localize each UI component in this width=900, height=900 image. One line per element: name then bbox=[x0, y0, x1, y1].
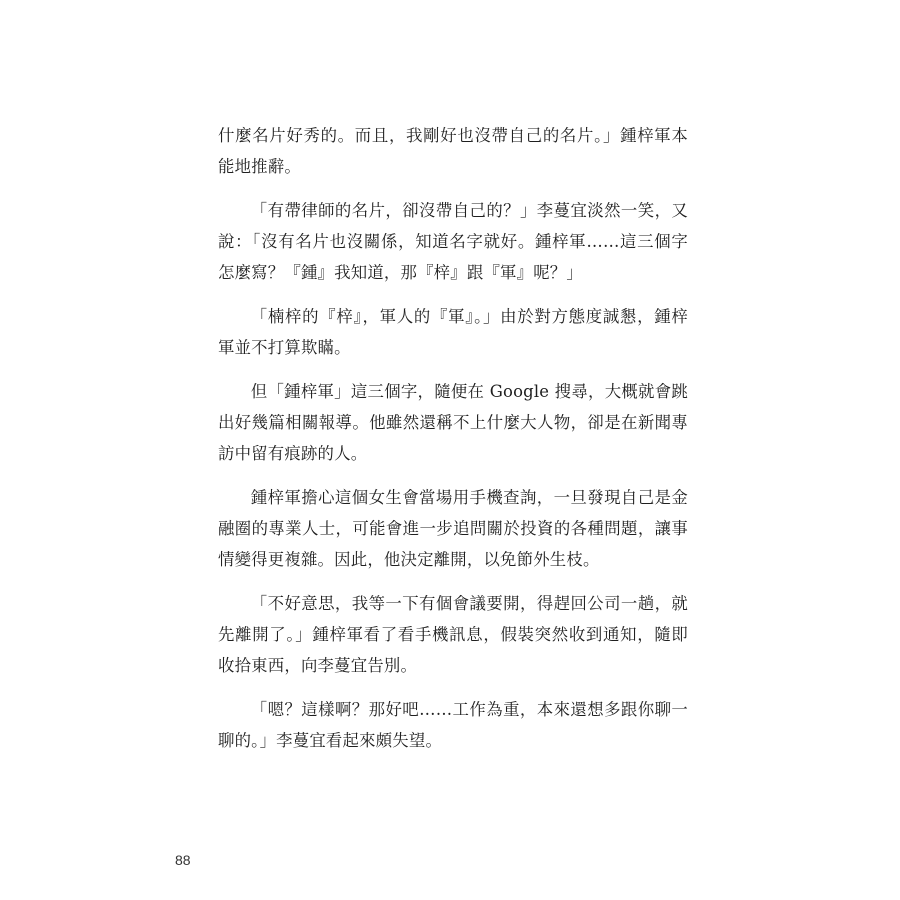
paragraph-2: 「有帶律師的名片，卻沒帶自己的？」李蔓宜淡然一笑，又說：「沒有名片也沒關係，知道名字就好。鍾梓軍……這三個字怎麼寫？『鍾』我知道，那『梓』跟『軍』呢？」 bbox=[218, 201, 688, 282]
page-number: 88 bbox=[175, 852, 191, 868]
paragraph-4: 但「鍾梓軍」這三個字，隨便在 Google 搜尋，大概就會跳出好幾篇相關報導。他雖然還稱不上什麼大人物，卻是在新聞專訪中留有痕跡的人。 bbox=[218, 382, 688, 463]
body-text bbox=[218, 120, 688, 769]
paragraph-7: 「嗯？這樣啊？那好吧……工作為重，本來還想多跟你聊一聊的。」李蔓宜看起來頗失望。 bbox=[218, 700, 688, 750]
paragraph-1: 什麼名片好秀的。而且，我剛好也沒帶自己的名片。」鍾梓軍本能地推辭。 bbox=[218, 126, 688, 176]
paragraph-5: 鍾梓軍擔心這個女生會當場用手機查詢，一旦發現自己是金融圈的專業人士，可能會進一步追問關於投資的各種問題，讓事情變得更複雜。因此，他決定離開，以免節外生枝。 bbox=[218, 488, 688, 569]
paragraph-3: 「楠梓的『梓』，軍人的『軍』。」由於對方態度誠懇，鍾梓軍並不打算欺瞞。 bbox=[218, 307, 688, 357]
paragraph-6: 「不好意思，我等一下有個會議要開，得趕回公司一趟，就先離開了。」鍾梓軍看了看手機訊息，假裝突然收到通知，隨即收拾東西，向李蔓宜告別。 bbox=[218, 594, 688, 675]
